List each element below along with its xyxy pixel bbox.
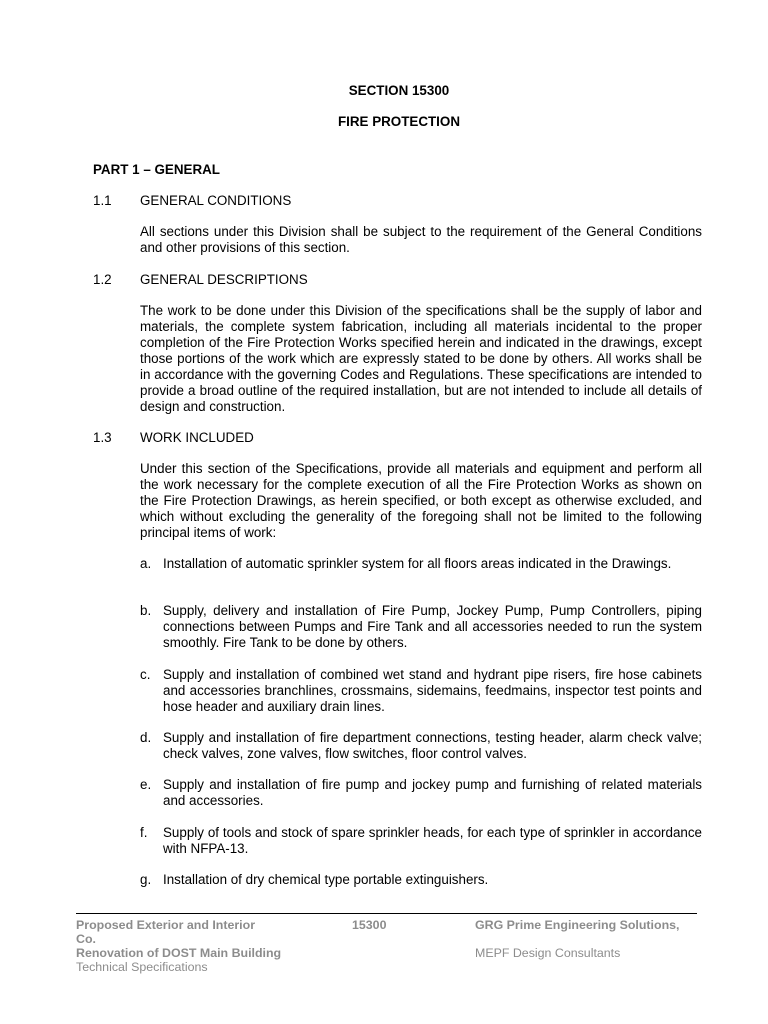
footer-project-building: Renovation of DOST Main Building [76, 946, 282, 960]
section-number: 1.2 [93, 272, 112, 287]
list-item-letter: f. [140, 825, 148, 840]
list-item-letter: b. [140, 603, 152, 618]
section-number: 1.3 [93, 430, 112, 445]
section-heading: GENERAL DESCRIPTIONS [140, 272, 308, 287]
footer-firm-name: GRG Prime Engineering Solutions, [475, 918, 680, 932]
list-item: Supply and installation of fire department connections, testing header, alarm check valve; check valves, zone valves, flow switches, floor control valves. [163, 730, 702, 761]
section-paragraph: The work to be done under this Division of the specifications shall be the supply of labor and materials, the complete system fabrication, including all materials incidental to the proper completion of the Fire Protection Works specified herein and indicated in the drawings, except those portions of the work which are expressly stated to be done by others. All works shall be in accordance with the governing Codes and Regulations. These specifications are intended to provide a broad outline of the required installation, but are not intended to include all details of design and construction. [140, 303, 702, 414]
list-item: Supply of tools and stock of spare sprinkler heads, for each type of sprinkler in accordance with NFPA-13. [163, 825, 702, 856]
section-title: SECTION 15300 [348, 83, 450, 98]
subject-title: FIRE PROTECTION [337, 114, 460, 129]
list-item: Installation of automatic sprinkler system for all floors areas indicated in the Drawings. [163, 556, 672, 571]
list-item-letter: e. [140, 777, 152, 792]
section-number: 1.1 [93, 193, 112, 208]
footer-project-title-cont: Co. [76, 932, 96, 946]
list-item-letter: c. [140, 667, 151, 682]
list-item: Supply and installation of combined wet stand and hydrant pipe risers, fire hose cabinets and accessories branchlines, crossmains, sidemains, feedmains, inspector test points and hose header and auxiliary drain lines. [163, 667, 702, 714]
part-title: PART 1 – GENERAL [93, 162, 220, 177]
list-item: Installation of dry chemical type portable extinguishers. [163, 872, 489, 887]
footer-section-number: 15300 [352, 918, 387, 932]
list-item-letter: g. [140, 872, 152, 887]
footer-project-title: Proposed Exterior and Interior [76, 918, 256, 932]
list-item: Supply and installation of fire pump and jockey pump and furnishing of related materials and accessories. [163, 777, 702, 808]
list-item-letter: d. [140, 730, 152, 745]
section-heading: WORK INCLUDED [140, 430, 254, 445]
section-paragraph: Under this section of the Specifications, provide all materials and equipment and perform all the work necessary for the complete execution of all the Fire Protection Works as shown on the Fire Protection Drawings, as herein specified, or both except as otherwise excluded, and which without excluding the generality of the foregoing shall not be limited to the following principal items of work: [140, 461, 702, 540]
list-item-letter: a. [140, 556, 152, 571]
section-paragraph: All sections under this Division shall be subject to the requirement of the General Conditions and other provisions of this section. [140, 224, 702, 255]
list-item: Supply, delivery and installation of Fire Pump, Jockey Pump, Pump Controllers, piping connections between Pumps and Fire Tank and all accessories needed to run the system smoothly. Fire Tank to be done by others. [163, 603, 702, 650]
footer-doc-type: Technical Specifications [76, 960, 208, 974]
footer-firm-role: MEPF Design Consultants [475, 946, 621, 960]
footer-divider [76, 913, 697, 914]
section-heading: GENERAL CONDITIONS [140, 193, 292, 208]
